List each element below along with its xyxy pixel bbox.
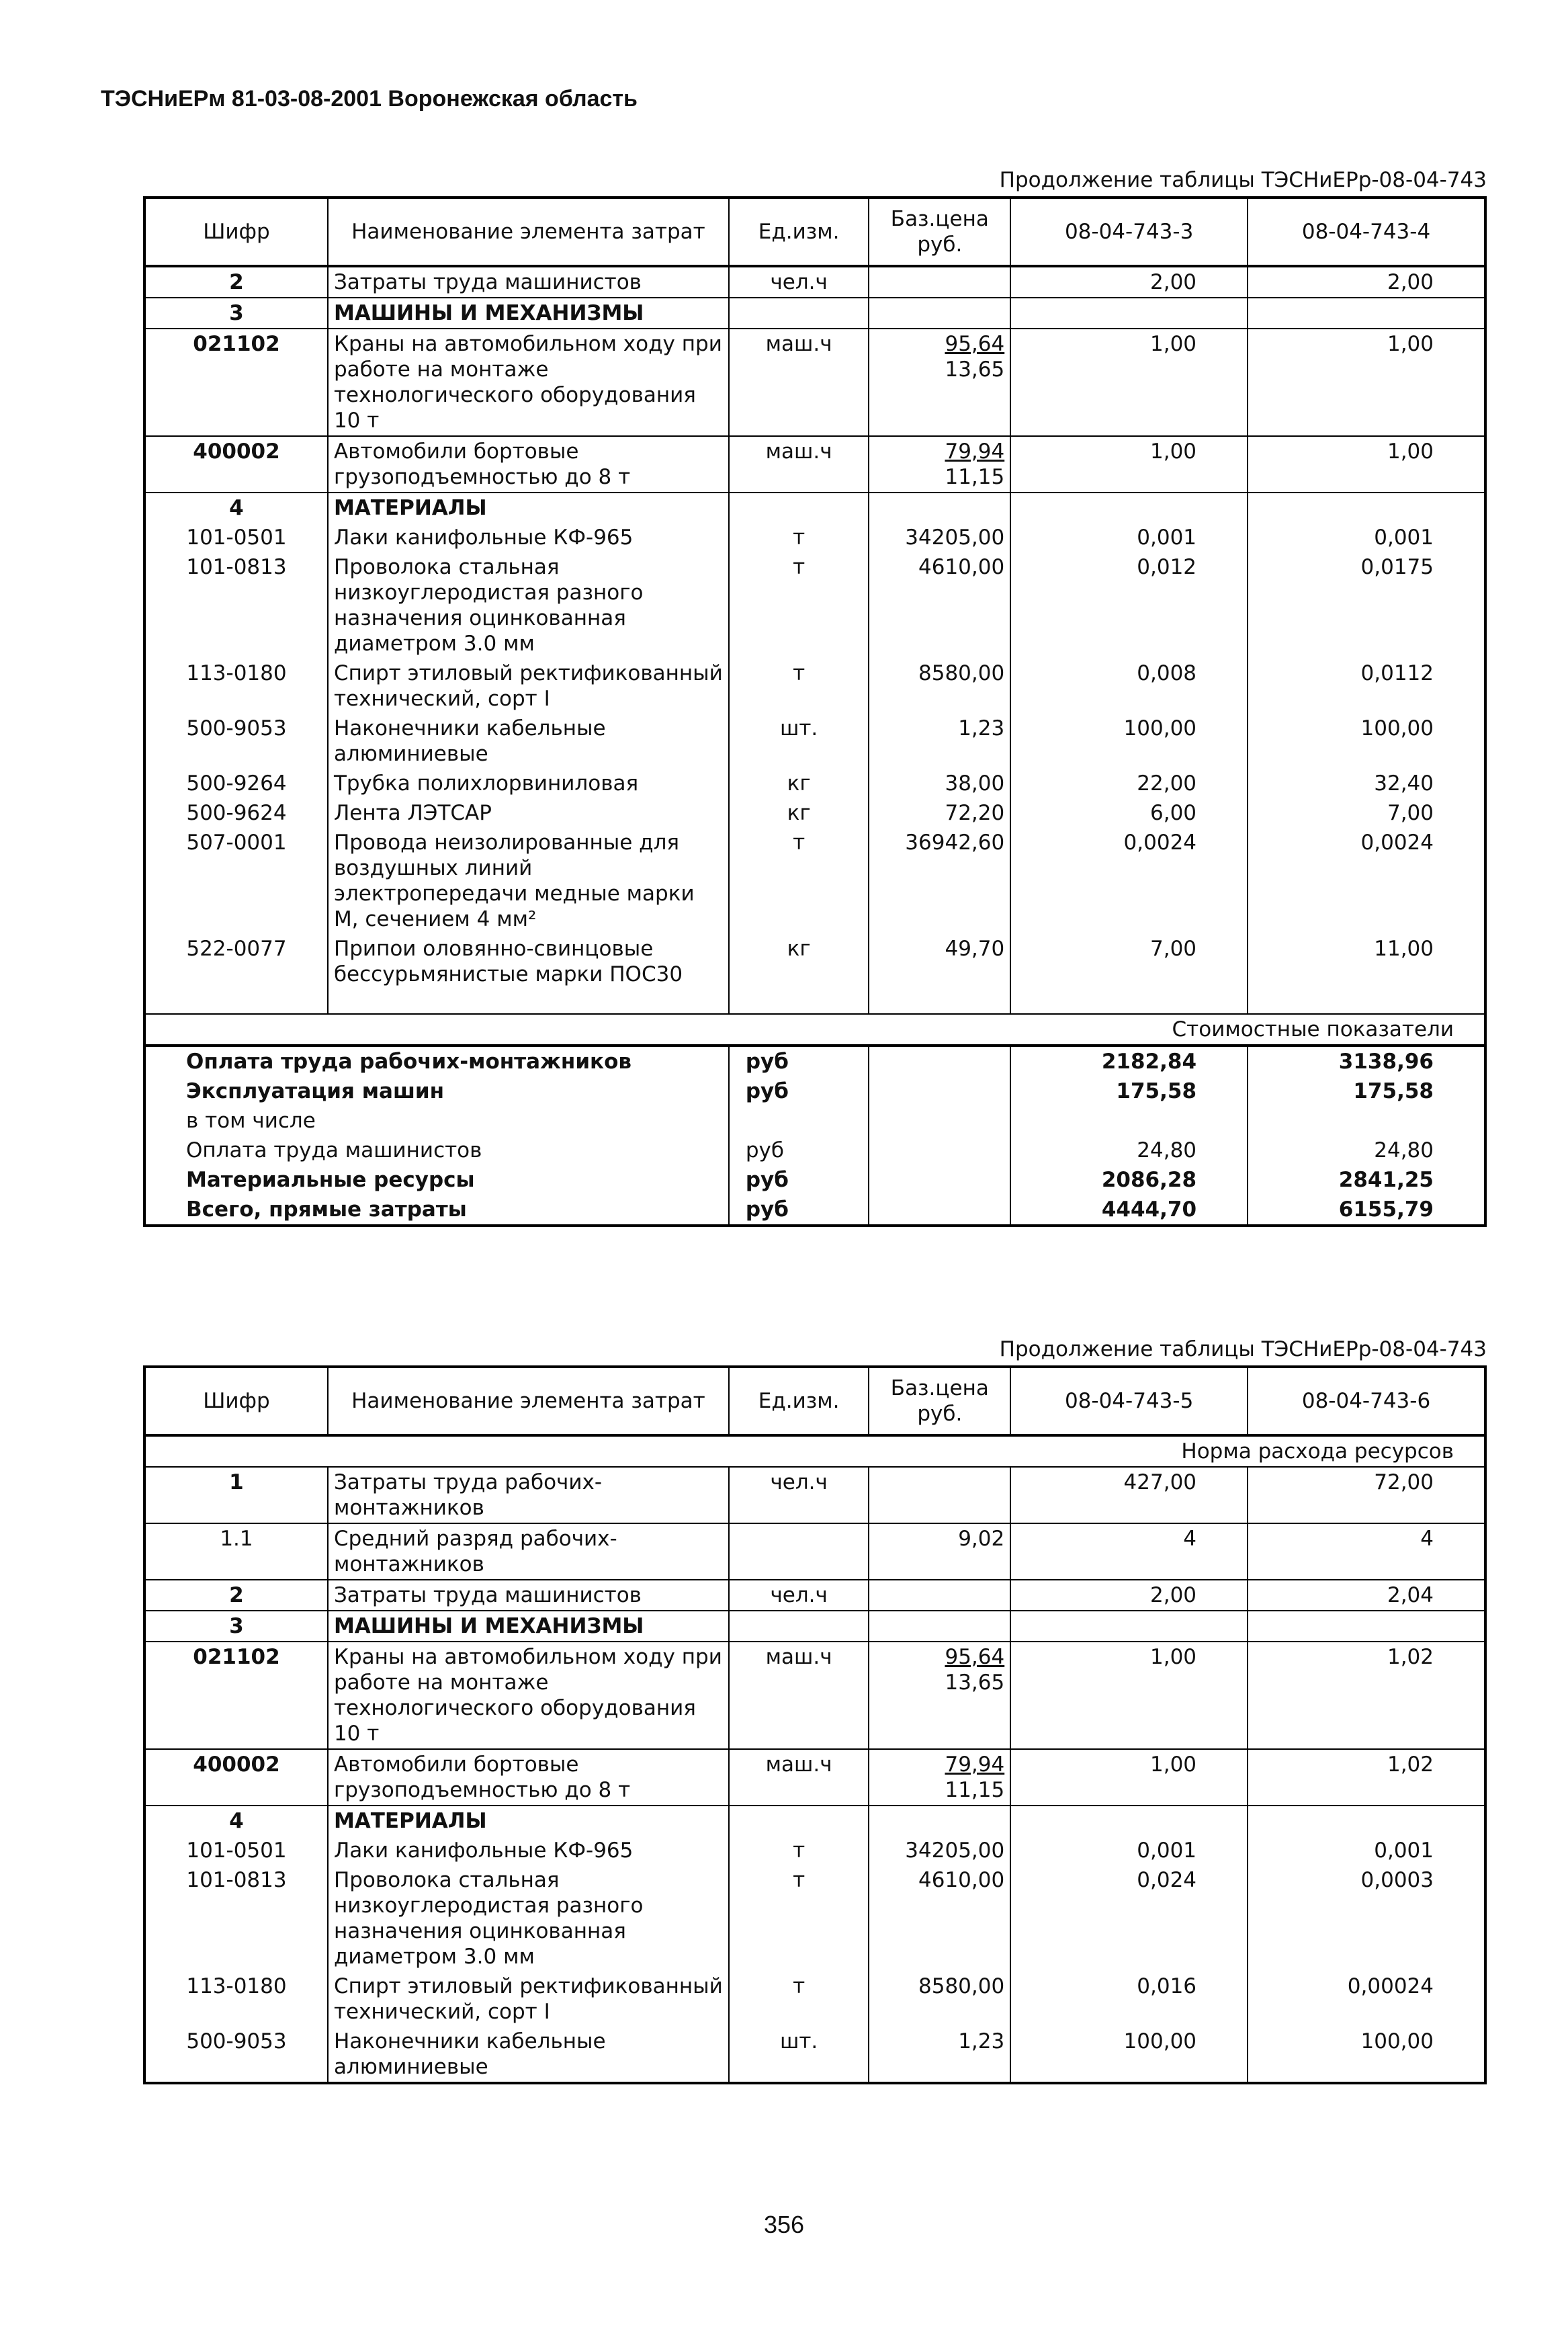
row-price <box>869 1806 1010 1836</box>
row-code: 522-0077 <box>186 937 287 961</box>
price-value: 1,23 <box>958 716 1005 740</box>
row-price <box>869 552 1010 659</box>
spacer-row <box>144 989 1485 1014</box>
summary-value-a: 4444,70 <box>1010 1195 1248 1226</box>
row-name: МАШИНЫ И МЕХАНИЗМЫ <box>328 1611 729 1642</box>
price-value: 8580,00 <box>918 661 1005 685</box>
row-value-b: 1,00 <box>1248 436 1485 493</box>
table-row <box>144 2027 1485 2083</box>
row-price <box>869 1749 1010 1806</box>
row-unit: т <box>729 1865 869 1972</box>
row-price <box>869 1611 1010 1642</box>
row-price <box>869 798 1010 828</box>
row-price <box>869 436 1010 493</box>
row-price <box>869 769 1010 798</box>
row-value-b <box>1248 298 1485 329</box>
table-row <box>144 1836 1485 1865</box>
row-name: Трубка полихлорвиниловая <box>328 769 729 798</box>
row-unit <box>729 298 869 329</box>
price-value: 49,70 <box>945 937 1005 961</box>
row-value-a: 1,00 <box>1010 1642 1248 1749</box>
price-value: 79,94 <box>945 439 1005 464</box>
row-value-b: 0,001 <box>1374 525 1434 550</box>
price-value: 1,23 <box>958 2029 1005 2053</box>
price-machinist-value: 11,15 <box>945 1778 1005 1802</box>
column-header-a: 08-04-743-3 <box>1010 198 1248 266</box>
table-row <box>144 1865 1485 1972</box>
row-value-b: 1,02 <box>1248 1642 1485 1749</box>
price-value: 9,02 <box>958 1527 1005 1551</box>
summary-unit <box>729 1106 869 1136</box>
price-value: 36942,60 <box>905 831 1005 855</box>
row-unit <box>729 493 869 523</box>
row-value-a: 0,001 <box>1010 1836 1248 1865</box>
row-value-a <box>1010 1806 1248 1836</box>
row-value-a: 0,0024 <box>1010 828 1248 934</box>
price-machinist-value: 13,65 <box>945 357 1005 382</box>
row-value-b: 72,00 <box>1248 1467 1485 1523</box>
table-row <box>144 1972 1485 2027</box>
column-header-b: 08-04-743-6 <box>1248 1367 1485 1435</box>
summary-price <box>869 1195 1010 1226</box>
price-value: 4610,00 <box>918 555 1005 579</box>
table1-caption: Продолжение таблицы ТЭСНиЕРр-08-04-743 <box>999 168 1487 192</box>
row-code: 021102 <box>144 1642 328 1749</box>
row-name: Краны на автомобильном ходу при работе на монтаже технологического оборудования 10 т <box>328 1642 729 1749</box>
row-name: Краны на автомобильном ходу при работе на монтаже технологического оборудования 10 т <box>328 329 729 436</box>
row-price <box>869 828 1010 934</box>
row-value-a: 100,00 <box>1010 714 1248 769</box>
row-value-a: 427,00 <box>1010 1467 1248 1523</box>
row-code: 101-0813 <box>186 555 287 579</box>
row-value-b: 0,0112 <box>1360 661 1434 685</box>
column-header-price: Баз.цена руб. <box>869 198 1010 266</box>
row-unit: т <box>729 1836 869 1865</box>
table-row <box>144 436 1485 493</box>
summary-unit: руб <box>729 1136 869 1165</box>
summary-label: Материальные ресурсы <box>144 1165 729 1195</box>
row-price <box>869 1865 1010 1972</box>
table2-body <box>144 1435 1485 2083</box>
price-value: 79,94 <box>945 1752 1005 1777</box>
document-header: ТЭСНиЕРм 81-03-08-2001 Воронежская область <box>101 86 638 112</box>
row-value-b: 0,0024 <box>1360 831 1434 855</box>
table-row <box>144 552 1485 659</box>
table2-caption: Продолжение таблицы ТЭСНиЕРр-08-04-743 <box>999 1337 1487 1361</box>
row-unit: кг <box>729 798 869 828</box>
row-unit: шт. <box>729 714 869 769</box>
table1-header-row <box>144 198 1485 266</box>
row-price <box>869 1972 1010 2027</box>
row-name: Средний разряд рабочих-монтажников <box>328 1523 729 1580</box>
row-price <box>869 493 1010 523</box>
row-code: 2 <box>144 1580 328 1611</box>
section-row <box>144 1806 1485 1836</box>
row-value-b: 0,0175 <box>1360 555 1434 579</box>
row-code: 400002 <box>144 1749 328 1806</box>
column-header-name: Наименование элемента затрат <box>328 198 729 266</box>
row-unit <box>729 1611 869 1642</box>
row-unit: т <box>729 828 869 934</box>
price-value: 8580,00 <box>918 1974 1005 1998</box>
row-code: 1 <box>144 1467 328 1523</box>
row-value-b: 0,001 <box>1374 1838 1434 1863</box>
row-value-b: 2,00 <box>1248 266 1485 298</box>
row-value-b: 11,00 <box>1374 937 1434 961</box>
row-unit: кг <box>729 934 869 989</box>
row-price <box>869 523 1010 552</box>
row-code: 113-0180 <box>186 661 287 685</box>
summary-unit: руб <box>729 1076 869 1106</box>
row-value-a: 0,008 <box>1010 659 1248 714</box>
row-code: 021102 <box>144 329 328 436</box>
row-name: Лаки канифольные КФ-965 <box>328 523 729 552</box>
table-row <box>144 1523 1485 1580</box>
row-value-a: 1,00 <box>1010 436 1248 493</box>
row-price <box>869 1642 1010 1749</box>
section-row <box>144 298 1485 329</box>
table1-body <box>144 266 1485 1226</box>
row-value-b: 100,00 <box>1360 2029 1434 2053</box>
column-header-b: 08-04-743-4 <box>1248 198 1485 266</box>
row-code: 3 <box>144 298 328 329</box>
summary-value-b <box>1248 1106 1485 1136</box>
row-value-b: 0,0003 <box>1360 1868 1434 1892</box>
table2-header-row <box>144 1367 1485 1435</box>
row-value-a: 4 <box>1010 1523 1248 1580</box>
summary-unit: руб <box>729 1046 869 1076</box>
summary-price <box>869 1046 1010 1076</box>
price-value: 72,20 <box>945 801 1005 825</box>
row-value-b <box>1248 1806 1485 1836</box>
row-unit: т <box>729 1972 869 2027</box>
row-unit: чел.ч <box>729 1467 869 1523</box>
table1 <box>143 196 1487 1227</box>
row-code: 500-9624 <box>186 801 287 825</box>
price-value: 4610,00 <box>918 1868 1005 1892</box>
row-name: Провода неизолированные для воздушных линий электропередачи медные марки М, сечением 4 мм² <box>328 828 729 934</box>
row-price <box>869 329 1010 436</box>
norm-title: Норма расхода ресурсов <box>1181 1439 1454 1464</box>
cost-indicators-title: Стоимостные показатели <box>144 1014 1485 1046</box>
column-header-code: Шифр <box>144 198 328 266</box>
summary-value-a <box>1010 1106 1248 1136</box>
row-name: Затраты труда рабочих-монтажников <box>328 1467 729 1523</box>
row-code: 113-0180 <box>186 1974 287 1998</box>
summary-label: Всего, прямые затраты <box>144 1195 729 1226</box>
summary-price <box>869 1106 1010 1136</box>
row-value-a: 0,012 <box>1010 552 1248 659</box>
row-value-b: 32,40 <box>1374 771 1434 796</box>
summary-price <box>869 1165 1010 1195</box>
row-value-b: 2,04 <box>1248 1580 1485 1611</box>
row-price <box>869 1523 1010 1580</box>
row-unit: чел.ч <box>729 266 869 298</box>
row-code: 507-0001 <box>186 831 287 855</box>
summary-label: в том числе <box>144 1106 729 1136</box>
row-value-b <box>1248 1611 1485 1642</box>
summary-value-b: 175,58 <box>1353 1079 1434 1103</box>
price-value: 95,64 <box>945 332 1005 356</box>
row-name: Проволока стальная низкоуглеродистая разного назначения оцинкованная диаметром 3.0 мм <box>328 552 729 659</box>
price-machinist-value: 11,15 <box>945 465 1005 489</box>
summary-price <box>869 1136 1010 1165</box>
row-price <box>869 298 1010 329</box>
row-name: МАТЕРИАЛЫ <box>328 493 729 523</box>
table-row <box>144 1580 1485 1611</box>
row-value-a: 2,00 <box>1010 266 1248 298</box>
summary-row <box>144 1136 1485 1165</box>
row-value-a: 6,00 <box>1010 798 1248 828</box>
row-unit: кг <box>729 769 869 798</box>
row-price <box>869 1580 1010 1611</box>
row-unit: т <box>729 552 869 659</box>
summary-value-a: 2182,84 <box>1010 1046 1248 1076</box>
summary-value-b: 24,80 <box>1374 1138 1434 1162</box>
page-number: 356 <box>763 2211 805 2238</box>
table-row <box>144 659 1485 714</box>
row-unit: чел.ч <box>729 1580 869 1611</box>
column-header-name: Наименование элемента затрат <box>328 1367 729 1435</box>
summary-label: Оплата труда машинистов <box>144 1136 729 1165</box>
row-value-a <box>1010 298 1248 329</box>
summary-value-b: 6155,79 <box>1338 1197 1434 1222</box>
section-row <box>144 1611 1485 1642</box>
row-value-a: 0,024 <box>1010 1865 1248 1972</box>
summary-row <box>144 1165 1485 1195</box>
row-value-b: 7,00 <box>1387 801 1434 825</box>
section-row <box>144 493 1485 523</box>
row-unit: т <box>729 659 869 714</box>
summary-value-b: 3138,96 <box>1338 1050 1434 1074</box>
row-name: Спирт этиловый ректификованный технический, сорт I <box>328 1972 729 2027</box>
row-price <box>869 1467 1010 1523</box>
row-name: Автомобили бортовые грузоподъемностью до 8 т <box>328 436 729 493</box>
row-code: 101-0813 <box>186 1868 287 1892</box>
summary-value-a: 24,80 <box>1010 1136 1248 1165</box>
row-unit: маш.ч <box>729 1749 869 1806</box>
column-header-unit: Ед.изм. <box>729 198 869 266</box>
summary-value-b: 2841,25 <box>1338 1168 1434 1192</box>
row-name: МАШИНЫ И МЕХАНИЗМЫ <box>328 298 729 329</box>
price-machinist-value: 13,65 <box>945 1670 1005 1695</box>
row-name: Затраты труда машинистов <box>328 266 729 298</box>
row-name: Лаки канифольные КФ-965 <box>328 1836 729 1865</box>
row-code: 4 <box>144 493 328 523</box>
row-value-b: 4 <box>1248 1523 1485 1580</box>
table-row <box>144 798 1485 828</box>
row-price <box>869 266 1010 298</box>
row-code: 400002 <box>144 436 328 493</box>
row-value-a: 22,00 <box>1010 769 1248 798</box>
row-unit: маш.ч <box>729 436 869 493</box>
table-row <box>144 1467 1485 1523</box>
row-name: Наконечники кабельные алюминиевые <box>328 2027 729 2083</box>
row-price <box>869 2027 1010 2083</box>
price-value: 34205,00 <box>905 1838 1005 1863</box>
row-code: 2 <box>144 266 328 298</box>
row-code: 101-0501 <box>186 525 287 550</box>
norm-title-row <box>144 1435 1485 1467</box>
summary-unit: руб <box>729 1165 869 1195</box>
summary-row <box>144 1106 1485 1136</box>
summary-row <box>144 1046 1485 1076</box>
summary-label: Оплата труда рабочих-монтажников <box>144 1046 729 1076</box>
row-value-a: 1,00 <box>1010 329 1248 436</box>
cost-indicators-row <box>144 1014 1485 1046</box>
table-row <box>144 329 1485 436</box>
row-name: Лента ЛЭТСАР <box>328 798 729 828</box>
row-value-b: 1,02 <box>1248 1749 1485 1806</box>
row-name: Спирт этиловый ректификованный технический, сорт I <box>328 659 729 714</box>
table-row <box>144 934 1485 989</box>
summary-price <box>869 1076 1010 1106</box>
row-value-a <box>1010 1611 1248 1642</box>
row-unit: маш.ч <box>729 329 869 436</box>
row-code: 4 <box>144 1806 328 1836</box>
row-price <box>869 1836 1010 1865</box>
row-name: МАТЕРИАЛЫ <box>328 1806 729 1836</box>
row-unit: маш.ч <box>729 1642 869 1749</box>
row-unit: шт. <box>729 2027 869 2083</box>
row-value-b <box>1248 493 1485 523</box>
row-unit: т <box>729 523 869 552</box>
table-row <box>144 714 1485 769</box>
row-price <box>869 934 1010 989</box>
row-value-b: 0,00024 <box>1347 1974 1434 1998</box>
price-value: 38,00 <box>945 771 1005 796</box>
price-value: 34205,00 <box>905 525 1005 550</box>
row-name: Припои оловянно-свинцовые бессурьмянистые марки ПОС30 <box>328 934 729 989</box>
table-row <box>144 828 1485 934</box>
row-name: Наконечники кабельные алюминиевые <box>328 714 729 769</box>
row-code: 500-9053 <box>186 716 287 740</box>
row-name: Затраты труда машинистов <box>328 1580 729 1611</box>
summary-unit: руб <box>729 1195 869 1226</box>
column-header-a: 08-04-743-5 <box>1010 1367 1248 1435</box>
row-price <box>869 714 1010 769</box>
column-header-price: Баз.цена руб. <box>869 1367 1010 1435</box>
row-value-a: 0,016 <box>1010 1972 1248 2027</box>
row-code: 101-0501 <box>186 1838 287 1863</box>
price-value: 95,64 <box>945 1645 1005 1669</box>
row-name: Автомобили бортовые грузоподъемностью до 8 т <box>328 1749 729 1806</box>
row-value-a: 100,00 <box>1010 2027 1248 2083</box>
table2 <box>143 1365 1487 2084</box>
row-value-a: 1,00 <box>1010 1749 1248 1806</box>
column-header-unit: Ед.изм. <box>729 1367 869 1435</box>
row-value-a: 2,00 <box>1010 1580 1248 1611</box>
row-name: Проволока стальная низкоуглеродистая разного назначения оцинкованная диаметром 3.0 мм <box>328 1865 729 1972</box>
summary-row <box>144 1195 1485 1226</box>
table-row <box>144 1642 1485 1749</box>
row-price <box>869 659 1010 714</box>
row-value-a: 0,001 <box>1010 523 1248 552</box>
row-unit <box>729 1523 869 1580</box>
row-code: 500-9053 <box>186 2029 287 2053</box>
row-value-b: 100,00 <box>1360 716 1434 740</box>
row-value-a <box>1010 493 1248 523</box>
row-value-b: 1,00 <box>1248 329 1485 436</box>
row-value-a: 7,00 <box>1010 934 1248 989</box>
table-row <box>144 1749 1485 1806</box>
summary-value-a: 175,58 <box>1010 1076 1248 1106</box>
table-row <box>144 523 1485 552</box>
summary-value-a: 2086,28 <box>1010 1165 1248 1195</box>
table-row <box>144 769 1485 798</box>
summary-label: Эксплуатация машин <box>144 1076 729 1106</box>
row-code: 500-9264 <box>186 771 287 796</box>
table-row <box>144 266 1485 298</box>
row-code: 1.1 <box>144 1523 328 1580</box>
row-unit <box>729 1806 869 1836</box>
row-code: 3 <box>144 1611 328 1642</box>
column-header-code: Шифр <box>144 1367 328 1435</box>
summary-row <box>144 1076 1485 1106</box>
